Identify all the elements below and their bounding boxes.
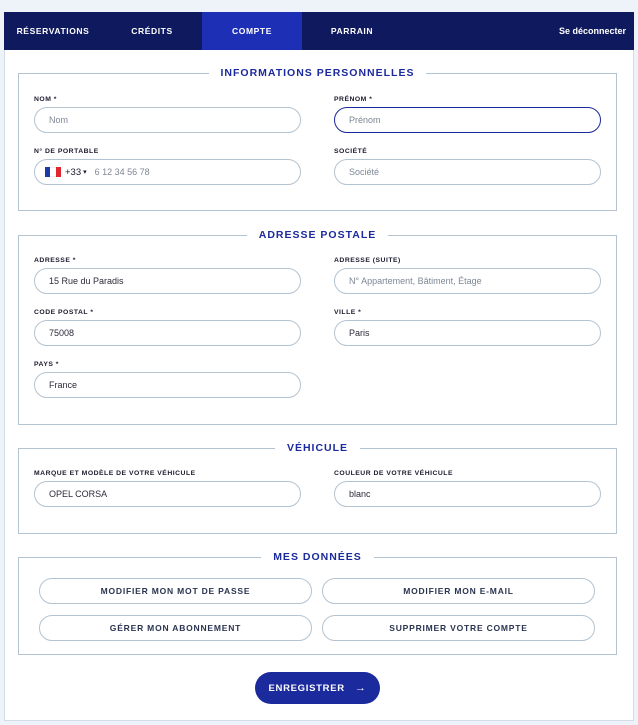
vehicle-color-input[interactable]	[334, 481, 601, 507]
nom-input[interactable]	[34, 107, 301, 133]
societe-input[interactable]	[334, 159, 601, 185]
change-password-button[interactable]: MODIFIER MON MOT DE PASSE	[39, 578, 312, 604]
adresse-input[interactable]	[34, 268, 301, 294]
adresse-field-group	[34, 257, 301, 294]
nom-label: NOM *	[34, 96, 57, 103]
code-postal-input[interactable]	[34, 320, 301, 346]
france-flag-icon[interactable]	[45, 167, 61, 177]
pays-label: PAYS *	[34, 361, 59, 368]
section-vehicle	[18, 442, 617, 534]
phone-field-group	[34, 148, 301, 185]
ville-label: VILLE *	[334, 309, 362, 316]
dial-code[interactable]: +33	[65, 166, 82, 178]
nav-reservations[interactable]: RÉSERVATIONS	[16, 26, 90, 36]
code-postal-label: CODE POSTAL *	[34, 309, 94, 316]
nav-compte[interactable]: COMPTE	[202, 12, 302, 50]
pays-field-group	[34, 361, 301, 398]
societe-label: SOCIÉTÉ	[334, 148, 368, 155]
pays-input[interactable]	[34, 372, 301, 398]
vehicle-color-label: COULEUR DE VOTRE VÉHICULE	[334, 470, 453, 477]
adresse-label: ADRESSE *	[34, 257, 76, 264]
vehicle-color-field-group	[334, 470, 601, 507]
adresse-suite-label: ADRESSE (SUITE)	[334, 257, 401, 264]
delete-account-button[interactable]: SUPPRIMER VOTRE COMPTE	[322, 615, 595, 641]
adresse-suite-field-group	[334, 257, 601, 294]
nav-credits[interactable]: CRÉDITS	[131, 26, 173, 36]
save-button-label: ENREGISTRER	[268, 682, 345, 694]
phone-label: N° DE PORTABLE	[34, 148, 99, 155]
ville-input[interactable]	[334, 320, 601, 346]
prenom-field-group	[334, 96, 601, 133]
section-personal-info	[18, 67, 617, 211]
phone-input-wrapper	[34, 159, 301, 185]
adresse-suite-input[interactable]	[334, 268, 601, 294]
vehicle-model-input[interactable]	[34, 481, 301, 507]
arrow-right-icon: →	[354, 682, 367, 694]
logout-link[interactable]: Se déconnecter	[558, 26, 626, 36]
top-navigation	[4, 12, 634, 50]
ville-field-group	[334, 309, 601, 346]
section-title: ADRESSE POSTALE	[247, 229, 389, 242]
manage-subscription-button[interactable]: GÉRER MON ABONNEMENT	[39, 615, 312, 641]
change-email-button[interactable]: MODIFIER MON E-MAIL	[322, 578, 595, 604]
section-address	[18, 229, 617, 425]
nom-field-group	[34, 96, 301, 133]
section-my-data	[18, 551, 617, 655]
code-postal-field-group	[34, 309, 301, 346]
section-title: VÉHICULE	[275, 442, 360, 455]
section-title: MES DONNÉES	[261, 551, 374, 564]
chevron-down-icon[interactable]: ▾	[83, 169, 87, 176]
phone-input[interactable]	[95, 167, 265, 177]
nav-parrain[interactable]: PARRAIN	[330, 26, 374, 36]
account-form	[4, 50, 634, 721]
vehicle-model-label: MARQUE ET MODÈLE DE VOTRE VÉHICULE	[34, 470, 196, 477]
prenom-label: PRÉNOM *	[334, 96, 373, 103]
save-button[interactable]	[255, 672, 380, 704]
section-title: INFORMATIONS PERSONNELLES	[209, 67, 427, 80]
vehicle-model-field-group	[34, 470, 301, 507]
prenom-input[interactable]	[334, 107, 601, 133]
societe-field-group	[334, 148, 601, 185]
